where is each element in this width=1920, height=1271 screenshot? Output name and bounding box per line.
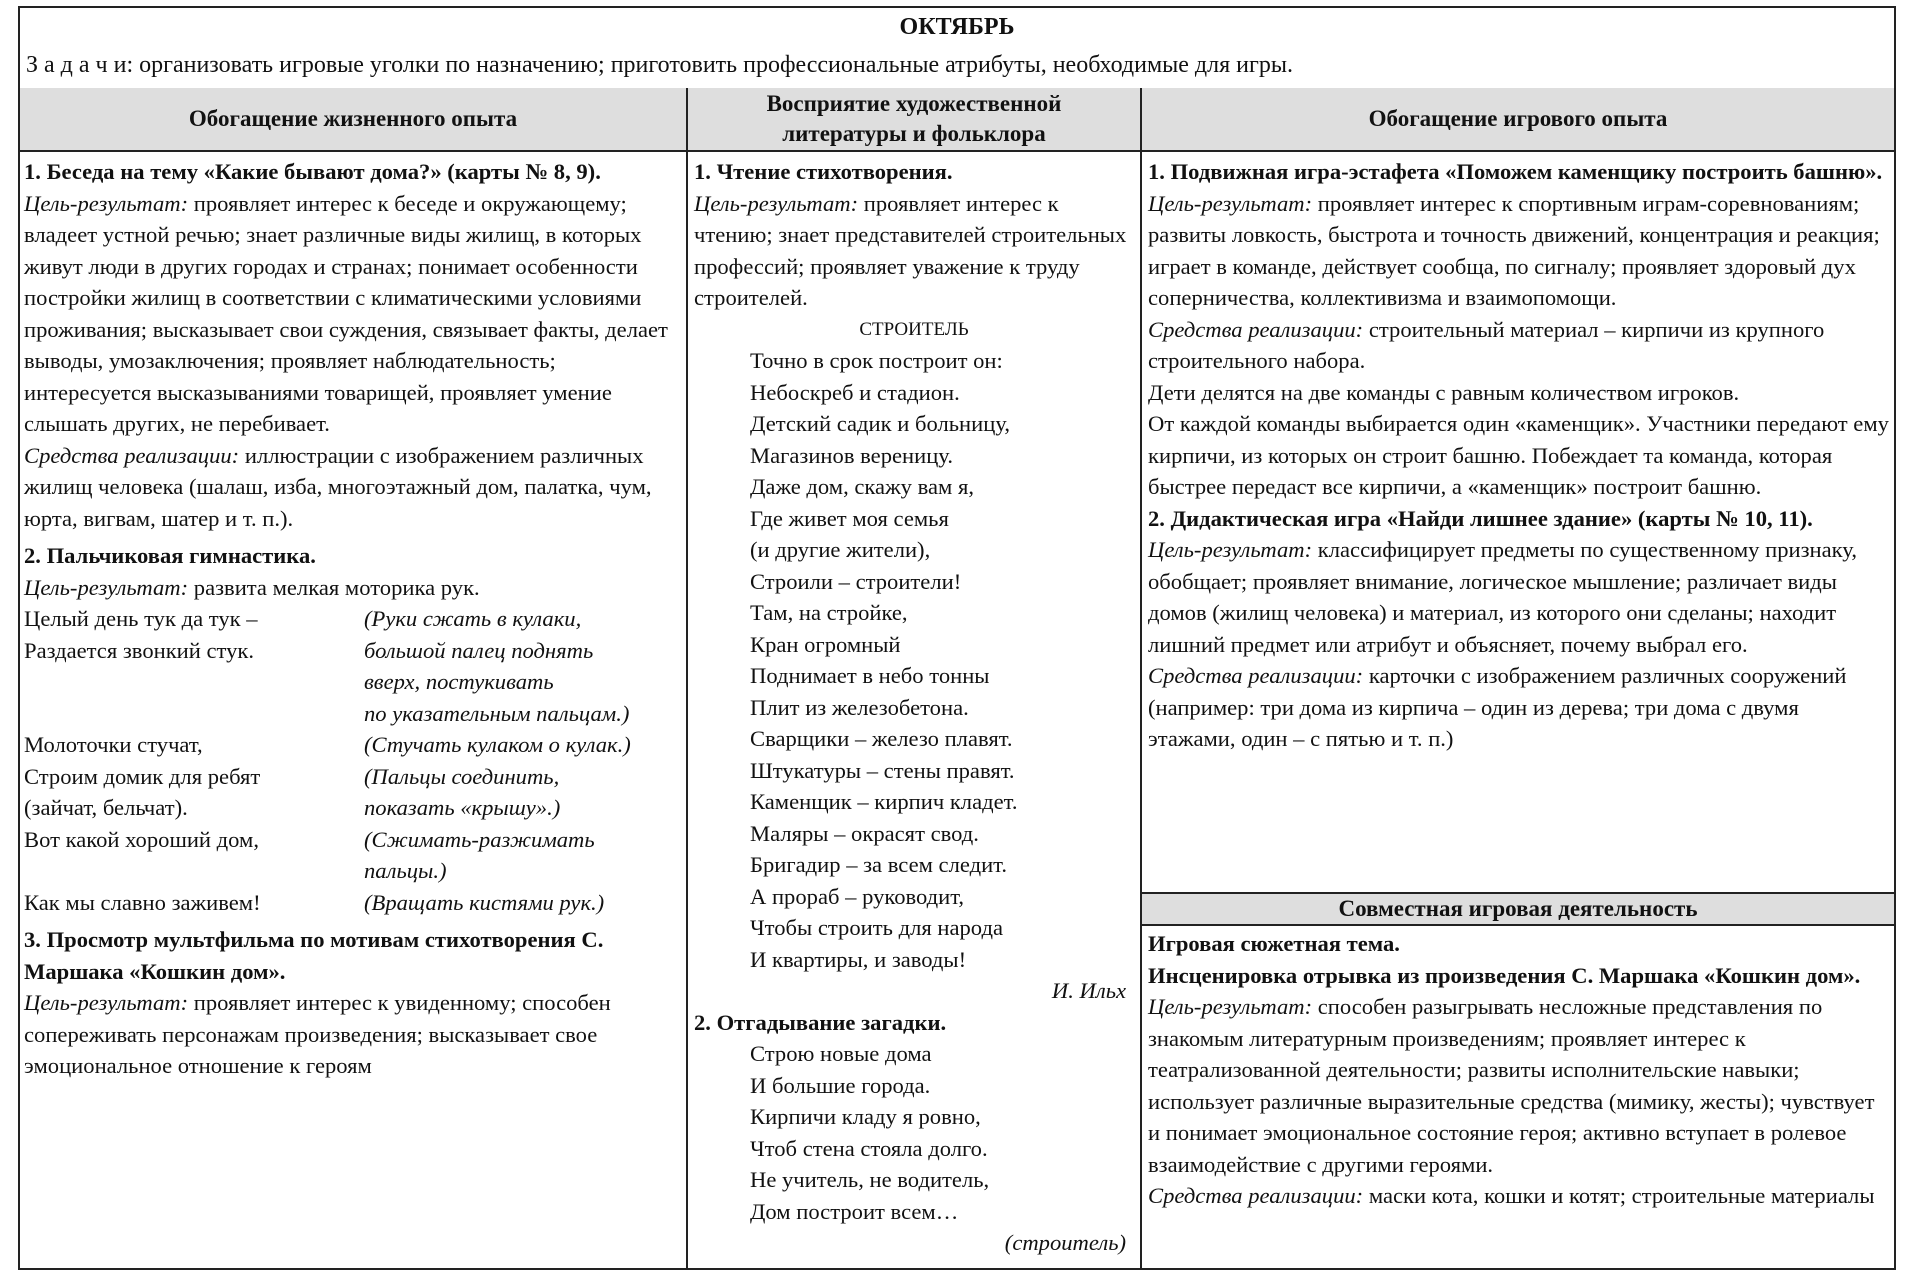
goal-text: способен разыгрывать несложные представления по знакомым литературным произведениям; проявляет интерес к театрализованной деятельности; развиты исполнительские навыки; использует различные выразительные средства (мимику, жесты); чувствует и понимает эмоциональное состояние героя; активно вступает в ролевое взаимодействие с другими героями. <box>1148 994 1875 1177</box>
header-joint-play: Совместная игровая деятельность <box>1142 892 1894 926</box>
rhyme-text: Строим домик для ребят (зайчат, бельчат). <box>24 763 261 820</box>
poem-author: И. Ильх <box>1051 978 1126 1003</box>
rhyme-text: Как мы славно заживем! <box>24 889 261 915</box>
column-literature <box>694 156 1134 1259</box>
poem-line: Бригадир – за всем следит. <box>750 852 1007 877</box>
poem-line: Чтобы строить для народа <box>750 915 1003 940</box>
section-means <box>24 440 682 535</box>
section-goal <box>24 572 682 604</box>
label-goal: Цель-результат: <box>1148 190 1313 216</box>
tasks-label: З а д а ч и <box>26 52 127 78</box>
poem-line: Небоскреб и стадион. <box>750 379 960 405</box>
goal-text: классифицирует предметы по существенному признаку, обобщает; проявляет внимание, логическое мышление; различает виды домов (жилищ человека) и материал, из которого они сделаны; находит лишний предмет или атрибут и объясняет, почему выбрал его. <box>1148 537 1857 657</box>
riddle-line: Чтоб стена стояла долго. <box>750 1135 988 1161</box>
poem-line: Строили – строители! <box>750 568 962 594</box>
poem-line: Маляры – окрасят свод. <box>750 820 979 846</box>
section-title: Инсценировка отрывка из произведения С. Маршака «Кошкин дом». <box>1148 962 1861 988</box>
action-text: (Пальцы соединить, показать «крышу».) <box>364 763 561 820</box>
month-title: ОКТЯБРЬ <box>899 14 1015 40</box>
label-means: Средства реализации: <box>1148 1183 1364 1208</box>
section-title: 2. Пальчиковая гимнастика. <box>24 543 316 568</box>
header-literature: Восприятие художественной литературы и фольклора <box>688 88 1140 152</box>
section-title: 2. Дидактическая игра «Найди лишнее здание» (карты № 10, 11). <box>1148 505 1813 531</box>
section-means <box>1148 314 1890 377</box>
riddle-line: И большие города. <box>750 1072 931 1098</box>
riddle-line: Дом построит всем… <box>750 1198 959 1224</box>
section-title: 1. Чтение стихотворения. <box>694 159 953 184</box>
riddle-line: Кирпичи кладу я ровно, <box>750 1104 981 1129</box>
poem-line: Поднимает в небо тонны <box>750 663 990 688</box>
section-goal <box>24 987 682 1082</box>
tasks-line <box>26 52 1293 79</box>
game-rules: Дети делятся на две команды с равным количеством игроков. <box>1148 379 1740 405</box>
poem-line: И квартиры, и заводы! <box>750 946 967 972</box>
section-title: 1. Подвижная игра-эстафета «Поможем каменщику построить башню». <box>1148 159 1883 184</box>
section-goal <box>1148 534 1890 660</box>
goal-text: проявляет интерес к спортивным играм-соревнованиям; развиты ловкость, быстрота и точность движений, концентрация и реакция; играет в команде, действует сообща, по сигналу; проявляет здоровый дух соперничества, коллективизма и взаимопомощи. <box>1148 190 1880 310</box>
header-play-experience: Обогащение игрового опыта <box>1142 88 1894 152</box>
poem-line: Магазинов вереницу. <box>750 442 953 468</box>
rhyme-text: Целый день тук да тук – Раздается звонкий стук. <box>24 606 258 663</box>
poem-title: СТРОИТЕЛЬ <box>859 318 969 340</box>
label-means: Средства реализации: <box>1148 663 1364 688</box>
header-life-experience: Обогащение жизненного опыта <box>20 88 686 152</box>
riddle-line: Строю новые дома <box>750 1041 932 1066</box>
section-title: Игровая сюжетная тема. <box>1148 931 1400 956</box>
rhyme-text: Вот какой хороший дом, <box>24 826 259 852</box>
action-text: (Сжимать-разжимать пальцы.) <box>364 826 595 883</box>
poem-line: Точно в срок построит он: <box>750 348 1003 373</box>
rhyme-text: Молоточки стучат, <box>24 732 203 757</box>
poem-line: Штукатуры – стены правят. <box>750 757 1015 783</box>
poem-line: Кран огромный <box>750 631 901 657</box>
tasks-text: : организовать игровые уголки по назначению; приготовить профессиональные атрибуты, необходимые для игры. <box>126 52 1293 78</box>
poem-line: (и другие жители), <box>750 537 931 562</box>
goal-text: развита мелкая моторика рук. <box>188 574 480 600</box>
section-goal <box>1148 188 1890 314</box>
poem-line: Плит из железобетона. <box>750 694 969 720</box>
section-goal <box>1148 991 1890 1180</box>
means-text: иллюстрации с изображением различных жилищ человека (шалаш, изба, многоэтажный дом, палатка, чум, юрта, вигвам, шатер и т. п.). <box>24 442 652 531</box>
riddle <box>694 1038 1134 1227</box>
means-text: маски кота, кошки и котят; строительные материалы <box>1363 1183 1875 1208</box>
column-divider <box>686 88 688 1268</box>
action-text: (Стучать кулаком о кулак.) <box>364 732 631 757</box>
action-text: (Руки сжать в кулаки, большой палец поднять вверх, постукивать по указательным пальцам.) <box>364 606 630 726</box>
column-divider <box>1140 88 1142 1268</box>
poem-line: Каменщик – кирпич кладет. <box>750 789 1018 814</box>
section-means <box>1148 660 1890 755</box>
table-row <box>24 824 682 887</box>
poem <box>694 345 1134 975</box>
label-means: Средства реализации: <box>1148 316 1364 342</box>
means-text: строительный материал – кирпичи из крупного строительного набора. <box>1148 316 1825 373</box>
action-text: (Вращать кистями рук.) <box>364 889 605 915</box>
label-goal: Цель-результат: <box>1148 994 1313 1019</box>
means-text: карточки с изображением различных сооружений (например: три дома из кирпича – один из дерева; три дома с двумя этажами, один – с пятью и т. п.) <box>1148 663 1847 751</box>
column-play-experience <box>1148 156 1890 755</box>
riddle-line: Не учитель, не водитель, <box>750 1167 990 1192</box>
poem-line: Даже дом, скажу вам я, <box>750 474 975 499</box>
section-means <box>1148 1180 1890 1212</box>
poem-line: Детский садик и больницу, <box>750 411 1011 436</box>
joint-play-section <box>1148 928 1890 1212</box>
poem-line: Там, на стройке, <box>750 600 908 625</box>
section-title: 3. Просмотр мультфильма по мотивам стихотворения С. Маршака «Кошкин дом». <box>24 927 604 984</box>
poem-line: А прораб – руководит, <box>750 883 965 909</box>
section-goal <box>24 188 682 440</box>
goal-text: проявляет интерес к увиденному; способен сопереживать персонажам произведения; высказывает свое эмоциональное отношение к героям <box>24 990 611 1078</box>
goal-text: проявляет интерес к беседе и окружающему; владеет устной речью; знает различные виды жилищ, в которых живут люди в других городах и странах; понимает особенности постройки жилищ в соответствии с климатическими условиями проживания; высказывает свои суждения, связывает факты, делает выводы, умозаключения; проявляет наблюдательность; интересуется высказываниями товарищей, проявляет умение слышать других, не перебивает. <box>24 190 668 436</box>
section-goal <box>694 188 1134 314</box>
table-row <box>24 603 682 729</box>
goal-text: проявляет интерес к чтению; знает представителей строительных профессий; проявляет уважение к труду строителей. <box>694 190 1127 310</box>
plan-table <box>18 6 1896 1270</box>
section-title: 1. Беседа на тему «Какие бывают дома?» (карты № 8, 9). <box>24 159 601 184</box>
label-goal: Цель-результат: <box>694 190 859 216</box>
table-row <box>24 887 682 919</box>
table-row <box>24 761 682 824</box>
label-means: Средства реализации: <box>24 442 240 468</box>
label-goal: Цель-результат: <box>24 190 189 216</box>
section-title: 2. Отгадывание загадки. <box>694 1009 947 1035</box>
riddle-answer: (строитель) <box>1004 1230 1126 1255</box>
game-rules: От каждой команды выбирается один «каменщик». Участники передают ему кирпичи, из которых он строит башню. Побеждает та команда, которая быстрее передаст все кирпичи, а «каменщик» построит башню. <box>1148 411 1889 499</box>
poem-line: Сварщики – железо плавят. <box>750 726 1013 751</box>
table-title-row <box>20 8 1894 90</box>
column-life-experience <box>24 156 682 1082</box>
label-goal: Цель-результат: <box>24 990 189 1015</box>
label-goal: Цель-результат: <box>1148 537 1313 562</box>
label-goal: Цель-результат: <box>24 574 189 600</box>
table-row <box>24 729 682 761</box>
finger-gym-table <box>24 603 682 918</box>
poem-line: Где живет моя семья <box>750 505 949 531</box>
